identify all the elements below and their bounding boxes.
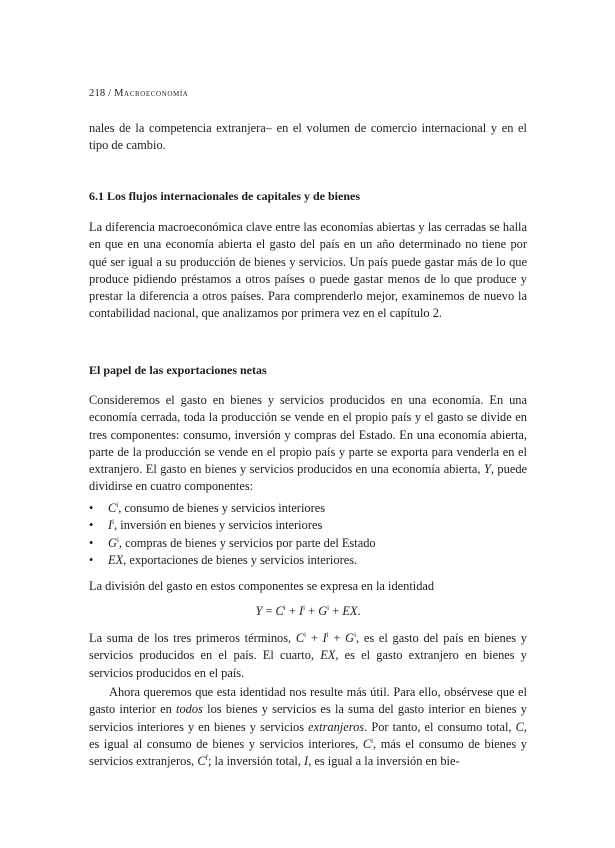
final-sup-i: i (371, 736, 374, 745)
final-text-a: Ahora queremos que esta identidad nos resulte más útil. Para ello, obsérvese que el gasto interior en (89, 685, 527, 717)
subsection-heading-block (89, 362, 527, 378)
sum-text-2: , es el gasto del país en bienes y servicios producidos en el país. El cuarto, (89, 631, 527, 663)
final-text-g: , es igual a la inversión en bie- (308, 754, 460, 769)
eq-sup: i (303, 603, 306, 612)
final-cf: C (197, 754, 206, 769)
bullet-superscript: i (112, 518, 115, 527)
section-paragraph: La diferencia macroeconómica clave entre las economías abiertas y las cerradas se halla en que en una economía abierta el gasto del país en un año determinado no tiene por qué ser igual a su producción de bienes y servicios. Un país puede gastar más de lo que produce pidiendo préstamos a otros países o puede gastar menos de lo que produce y prestar la diferencia a otros países. Para comprenderlo mejor, examinemos de nuevo la contabilidad nacional, que analizamos por primera vez en el capítulo 2. (89, 220, 527, 321)
bullet-text: , consumo de bienes y servicios interiores (118, 501, 326, 515)
sum-sup: i (326, 630, 329, 639)
intro-block (89, 120, 527, 155)
sum-sup: i (354, 630, 357, 639)
section-body (89, 219, 527, 323)
sum-text-4: , es el gasto extranjero en bienes y servicios producidos en el país. (89, 648, 527, 680)
bullet-symbol: G (108, 535, 117, 550)
list-item (89, 517, 527, 534)
subsection-text: Consideremos el gasto en bienes y servicios producidos en una economía. En una economía cerrada, toda la producción se vende en el propio país y el gasto se divide en tres componentes: consumo, inversión y compras del Estado. En una economía abierta, parte de la producción se vende en el propio país y parte se exporta para venderla en el extranjero. El gasto en bienes y servicios producidos en una economía abierta, (89, 393, 527, 477)
identity-equation (89, 603, 527, 620)
final-extranjeros: extranjeros (308, 719, 365, 734)
final-text-b: los bienes y servicios es la suma del gasto interior en bienes y servicios interiores y en bienes y servicios (89, 702, 527, 734)
var-y: Y (483, 462, 491, 477)
subsection-text-end: , puede dividirse en cuatro componentes: (89, 462, 528, 494)
bullet-text: , inversión en bienes y servicios interiores (114, 518, 323, 533)
section-heading-block (89, 188, 527, 204)
final-text-c: . Por tanto, el consumo total, (364, 719, 512, 734)
sum-text-1: La suma de los tres primeros términos, (89, 631, 292, 645)
subsection-paragraph (89, 392, 527, 496)
identity-lead-block (89, 578, 527, 595)
bullet-symbol: I (108, 518, 113, 533)
final-paragraph (89, 684, 527, 770)
sum-g: G (345, 631, 355, 645)
sum-c: C (295, 631, 305, 645)
eq-i: I (298, 604, 304, 618)
intro-paragraph: nales de la competencia extranjera– en el volumen de comercio internacional y en el tipo de cambio. (89, 121, 527, 153)
section-title: 6.1 Los flujos internacionales de capitales y de bienes (89, 189, 361, 203)
bullet-symbol: EX (108, 552, 124, 567)
sum-sup: i (304, 630, 307, 639)
final-paragraph-block (89, 684, 527, 770)
bullet-text: , exportaciones de bienes y servicios interiores. (123, 552, 358, 567)
sum-paragraph-block (89, 630, 527, 682)
components-list (89, 500, 527, 569)
components-list-block (89, 500, 527, 569)
running-head (89, 88, 188, 99)
final-ci: C (362, 736, 372, 751)
bullet-superscript: i (116, 500, 119, 509)
eq-ex: EX (342, 604, 358, 618)
eq-y: Y (255, 604, 263, 618)
equation: $Y = C^i + I^i + G^i$ + EX. (255, 603, 361, 618)
final-text-f: ; la inversión total, (208, 754, 301, 769)
book-title: Macroeconomía (114, 88, 189, 99)
subsection-body (89, 392, 527, 496)
final-sup-f: f (205, 754, 209, 763)
sum-paragraph: La suma de los tres primeros términos, $C^i + I^i + G^i$, es el gasto del país en bienes y servicios producidos en el país. El cuarto, EX, es el gasto extranjero en bienes y servicios producidos en el país. (89, 630, 527, 680)
identity-lead: La división del gasto en estos componentes se expresa en la identidad (89, 579, 435, 593)
list-item (89, 552, 527, 569)
eq-sup: i (283, 603, 286, 612)
final-i: I (304, 754, 309, 769)
list-item (89, 500, 527, 517)
final-text-d: , es igual al consumo de bienes y servicios interiores, (89, 719, 527, 751)
sum-ex: EX (320, 648, 336, 663)
final-text-e: , más el consumo de bienes y servicios extranjeros, (89, 736, 528, 769)
bullet-text: , compras de bienes y servicios por parte del Estado (118, 535, 376, 550)
eq-c: C (275, 604, 284, 618)
page-number: 218 / (89, 88, 112, 99)
final-todos: todos (176, 702, 203, 717)
eq-g: G (318, 604, 328, 618)
eq-sup: i (327, 603, 330, 612)
bullet-superscript: i (116, 535, 119, 544)
list-item (89, 535, 527, 552)
final-c: C (515, 719, 524, 734)
sum-i: I (322, 631, 327, 645)
subsection-title: El papel de las exportaciones netas (89, 363, 267, 377)
bullet-symbol: C (108, 501, 117, 515)
